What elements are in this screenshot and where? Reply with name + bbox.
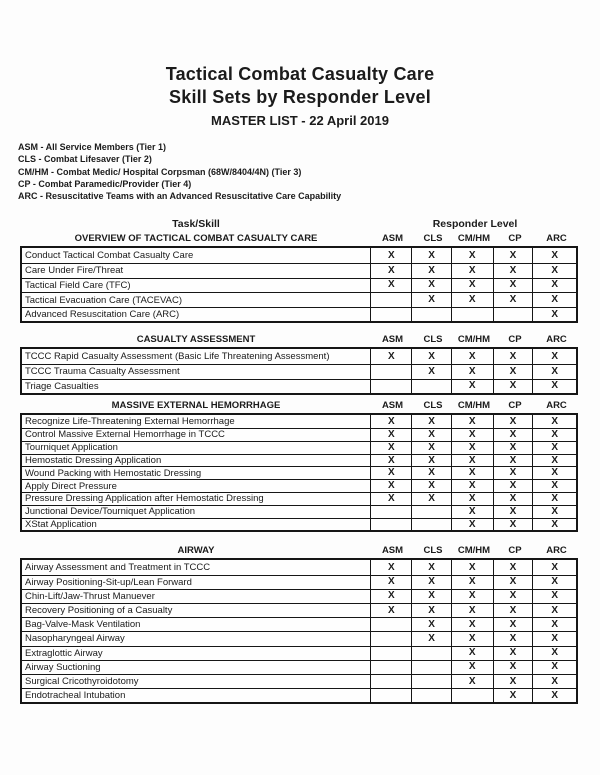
mark-cell-x: X: [551, 264, 558, 276]
task-cell: Chin-Lift/Jaw-Thrust Manuever: [22, 590, 371, 603]
mark-cell-x: X: [371, 415, 412, 428]
column-label-cls: CLS: [423, 233, 443, 245]
column-label-cmhm: CM/HM: [457, 545, 491, 557]
mark-cell-x: X: [452, 661, 494, 674]
column-label-cmhm: CM/HM: [457, 233, 491, 245]
mark-cell-x: X: [551, 294, 558, 306]
mark-cell-x: X: [551, 249, 558, 261]
mark-cell-empty: [371, 689, 412, 702]
mark-cell-x: X: [412, 467, 452, 479]
column-label-cp: CP: [508, 400, 522, 412]
title-block: [0, 0, 600, 129]
mark-cell-x: X: [452, 467, 494, 479]
task-cell: Surgical Cricothyroidotomy: [22, 675, 371, 688]
section-title: OVERVIEW OF TACTICAL COMBAT CASUALTY CARE: [74, 233, 318, 245]
mark-cell-empty: [412, 519, 452, 531]
mark-cell-x: X: [551, 467, 558, 479]
doc-title-line2: Skill Sets by Responder Level: [169, 87, 431, 107]
mark-cell-empty: [371, 661, 412, 674]
mark-cell-x: X: [452, 415, 494, 428]
legend-item-3: CP - Combat Paramedic/Provider (Tier 4): [18, 178, 192, 189]
task-cell: Airway Suctioning: [22, 661, 371, 674]
mark-cell-x: X: [452, 349, 494, 364]
legend-item-0: ASM - All Service Members (Tier 1): [18, 142, 167, 152]
mark-cell-x: X: [551, 675, 558, 687]
table-row: [22, 263, 576, 278]
table-row: [22, 674, 576, 688]
legend-item-2: CM/HM - Combat Medic/ Hospital Corpsman (68W/8404/4N) (Tier 3): [18, 166, 302, 177]
mark-cell-x: X: [494, 618, 534, 631]
mark-cell-x: X: [412, 293, 452, 307]
mark-cell-x: X: [494, 365, 534, 379]
mark-cell-x: X: [551, 441, 558, 453]
mark-cell-x: X: [412, 455, 452, 467]
column-label-asm: ASM: [381, 233, 404, 245]
mark-cell-x: X: [551, 380, 558, 392]
mark-cell-x: X: [494, 442, 534, 454]
column-label-asm: ASM: [381, 400, 404, 412]
mark-cell-empty: [371, 632, 412, 645]
mark-cell-x: X: [452, 279, 494, 293]
column-label-cp: CP: [508, 233, 522, 245]
mark-cell-x: X: [412, 365, 452, 379]
mark-cell-x: X: [452, 480, 494, 492]
column-label-cls: CLS: [423, 400, 443, 412]
mark-cell-x: X: [371, 560, 412, 574]
responder-legend: [18, 141, 600, 202]
mark-cell-empty: [412, 506, 452, 518]
mark-cell-x: X: [551, 590, 558, 602]
task-cell: Extraglottic Airway: [22, 647, 371, 660]
mark-cell-x: X: [452, 493, 494, 505]
mark-cell-x: X: [452, 365, 494, 379]
mark-cell-x: X: [452, 506, 494, 518]
mark-cell-x: X: [494, 293, 534, 307]
mark-cell-x: X: [371, 248, 412, 263]
task-cell: Recognize Life-Threatening External Hemorrhage: [22, 415, 371, 428]
task-cell: Conduct Tactical Combat Casualty Care: [22, 248, 371, 263]
mark-cell-x: X: [551, 647, 558, 659]
mark-cell-empty: [371, 293, 412, 307]
mark-cell-x: X: [371, 279, 412, 293]
task-cell: Hemostatic Dressing Application: [22, 455, 371, 467]
mark-cell-x: X: [371, 455, 412, 467]
mark-cell-x: X: [371, 576, 412, 589]
mark-cell-x: X: [551, 576, 558, 588]
mark-cell-empty: [412, 380, 452, 394]
mark-cell-x: X: [452, 675, 494, 688]
mark-cell-x: X: [494, 661, 534, 674]
table-row: [22, 349, 576, 364]
mark-cell-x: X: [452, 293, 494, 307]
task-cell: TCCC Trauma Casualty Assessment: [22, 365, 371, 379]
mark-cell-empty: [371, 675, 412, 688]
mark-cell-x: X: [452, 560, 494, 574]
task-cell: Triage Casualties: [22, 380, 371, 394]
task-cell: Recovery Positioning of a Casualty: [22, 604, 371, 617]
doc-title-line1: Tactical Combat Casualty Care: [165, 64, 435, 84]
mark-cell-x: X: [452, 264, 494, 278]
table-row: [22, 589, 576, 603]
task-cell: Wound Packing with Hemostatic Dressing: [22, 467, 371, 479]
task-cell: Junctional Device/Tourniquet Application: [22, 506, 371, 518]
task-skill-heading: Task/Skill: [172, 218, 220, 231]
mark-cell-x: X: [371, 604, 412, 617]
mark-cell-x: X: [494, 675, 534, 688]
mark-cell-x: X: [494, 632, 534, 645]
column-label-asm: ASM: [381, 334, 404, 346]
mark-cell-x: X: [412, 415, 452, 428]
task-cell: Tactical Field Care (TFC): [22, 279, 371, 293]
column-label-cp: CP: [508, 334, 522, 346]
table-row: [22, 631, 576, 645]
mark-cell-x: X: [551, 415, 558, 427]
mark-cell-x: X: [494, 264, 534, 278]
mark-cell-x: X: [494, 467, 534, 479]
mark-cell-x: X: [551, 454, 558, 466]
mark-cell-empty: [452, 689, 494, 702]
mark-cell-x: X: [494, 480, 534, 492]
mark-cell-x: X: [452, 455, 494, 467]
table-row: [22, 646, 576, 660]
mark-cell-empty: [371, 618, 412, 631]
table-row: [22, 660, 576, 674]
table-header-row: [20, 218, 578, 231]
mark-cell-x: X: [452, 442, 494, 454]
mark-cell-x: X: [412, 590, 452, 603]
column-label-arc: ARC: [546, 545, 567, 557]
mark-cell-empty: [371, 647, 412, 660]
mark-cell-empty: [412, 647, 452, 660]
mark-cell-x: X: [551, 365, 558, 377]
mark-cell-x: X: [412, 279, 452, 293]
mark-cell-x: X: [452, 632, 494, 645]
skill-grid: [20, 558, 578, 704]
column-label-cls: CLS: [423, 334, 443, 346]
table-row: [22, 492, 576, 505]
mark-cell-empty: [371, 519, 412, 531]
mark-cell-x: X: [452, 590, 494, 603]
table-row: [22, 688, 576, 702]
mark-cell-empty: [412, 308, 452, 322]
skill-section-1: [20, 334, 578, 395]
column-label-cmhm: CM/HM: [457, 334, 491, 346]
mark-cell-x: X: [452, 380, 494, 394]
doc-body: [20, 218, 578, 704]
skill-grid: [20, 347, 578, 395]
mark-cell-x: X: [551, 632, 558, 644]
mark-cell-empty: [371, 365, 412, 379]
mark-cell-x: X: [371, 480, 412, 492]
column-label-cmhm: CM/HM: [457, 400, 491, 412]
section-title: CASUALTY ASSESSMENT: [136, 334, 256, 346]
table-row: [22, 575, 576, 589]
mark-cell-x: X: [494, 493, 534, 505]
mark-cell-x: X: [412, 618, 452, 631]
table-row: [22, 364, 576, 379]
mark-cell-x: X: [412, 632, 452, 645]
section-header: [20, 233, 578, 245]
table-row: [22, 248, 576, 263]
table-row: [22, 307, 576, 322]
mark-cell-x: X: [551, 308, 558, 320]
table-row: [22, 292, 576, 307]
mark-cell-x: X: [551, 480, 558, 492]
mark-cell-x: X: [452, 429, 494, 441]
responder-level-heading: Responder Level: [432, 218, 518, 231]
table-row: [22, 560, 576, 574]
mark-cell-x: X: [371, 442, 412, 454]
doc-title-line3: MASTER LIST - 22 April 2019: [211, 113, 389, 128]
section-header: [20, 545, 578, 557]
mark-cell-x: X: [412, 576, 452, 589]
mark-cell-x: X: [412, 604, 452, 617]
table-row: [22, 617, 576, 631]
task-cell: Airway Assessment and Treatment in TCCC: [22, 560, 371, 574]
mark-cell-x: X: [551, 604, 558, 616]
column-label-arc: ARC: [546, 400, 567, 412]
mark-cell-x: X: [551, 689, 558, 701]
column-label-cp: CP: [508, 545, 522, 557]
mark-cell-x: X: [371, 467, 412, 479]
mark-cell-x: X: [494, 560, 534, 574]
mark-cell-x: X: [412, 248, 452, 263]
mark-cell-x: X: [494, 590, 534, 603]
mark-cell-x: X: [452, 519, 494, 531]
mark-cell-x: X: [412, 560, 452, 574]
task-cell: Tourniquet Application: [22, 442, 371, 454]
mark-cell-x: X: [371, 429, 412, 441]
mark-cell-x: X: [551, 561, 558, 573]
mark-cell-empty: [371, 506, 412, 518]
mark-cell-x: X: [494, 380, 534, 394]
mark-cell-x: X: [452, 576, 494, 589]
mark-cell-x: X: [412, 264, 452, 278]
table-row: [22, 415, 576, 428]
mark-cell-x: X: [551, 518, 558, 530]
section-title: AIRWAY: [177, 545, 215, 557]
mark-cell-x: X: [371, 590, 412, 603]
task-cell: Tactical Evacuation Care (TACEVAC): [22, 293, 371, 307]
section-title: MASSIVE EXTERNAL HEMORRHAGE: [111, 400, 281, 412]
column-label-arc: ARC: [546, 334, 567, 346]
mark-cell-empty: [412, 689, 452, 702]
mark-cell-empty: [412, 675, 452, 688]
table-row: [22, 441, 576, 454]
table-row: [22, 603, 576, 617]
mark-cell-x: X: [494, 689, 534, 702]
table-row: [22, 428, 576, 441]
mark-cell-x: X: [371, 493, 412, 505]
skill-grid: [20, 413, 578, 532]
task-cell: Pressure Dressing Application after Hemostatic Dressing: [22, 493, 371, 505]
skill-grid: [20, 246, 578, 323]
mark-cell-x: X: [494, 279, 534, 293]
task-cell: Airway Positioning-Sit-up/Lean Forward: [22, 576, 371, 589]
skill-tables: [20, 233, 578, 704]
task-cell: Endotracheal Intubation: [22, 689, 371, 702]
table-row: [22, 454, 576, 467]
mark-cell-x: X: [551, 279, 558, 291]
task-cell: Apply Direct Pressure: [22, 480, 371, 492]
mark-cell-x: X: [494, 349, 534, 364]
legend-item-1: CLS - Combat Lifesaver (Tier 2): [18, 154, 152, 165]
mark-cell-x: X: [412, 442, 452, 454]
section-header: [20, 400, 578, 412]
task-cell: Bag-Valve-Mask Ventilation: [22, 618, 371, 631]
task-cell: Nasopharyngeal Airway: [22, 632, 371, 645]
mark-cell-x: X: [371, 349, 412, 364]
mark-cell-empty: [452, 308, 494, 322]
table-row: [22, 518, 576, 531]
table-row: [22, 466, 576, 479]
mark-cell-x: X: [494, 455, 534, 467]
mark-cell-x: X: [551, 505, 558, 517]
mark-cell-x: X: [551, 492, 558, 504]
mark-cell-x: X: [494, 429, 534, 441]
mark-cell-x: X: [494, 248, 534, 263]
mark-cell-x: X: [494, 576, 534, 589]
task-cell: Advanced Resuscitation Care (ARC): [22, 308, 371, 322]
legend-item-4: ARC - Resuscitative Teams with an Advanced Resuscitative Care Capability: [18, 191, 342, 202]
mark-cell-x: X: [494, 647, 534, 660]
skill-section-3: [20, 545, 578, 704]
mark-cell-x: X: [412, 429, 452, 441]
mark-cell-x: X: [494, 506, 534, 518]
mark-cell-x: X: [551, 618, 558, 630]
skill-section-2: [20, 400, 578, 532]
table-row: [22, 379, 576, 394]
mark-cell-x: X: [551, 350, 558, 362]
mark-cell-x: X: [494, 604, 534, 617]
table-row: [22, 479, 576, 492]
column-label-asm: ASM: [381, 545, 404, 557]
task-cell: TCCC Rapid Casualty Assessment (Basic Life Threatening Assessment): [22, 349, 371, 364]
mark-cell-x: X: [494, 519, 534, 531]
task-cell: Care Under Fire/Threat: [22, 264, 371, 278]
mark-cell-x: X: [412, 480, 452, 492]
mark-cell-x: X: [412, 493, 452, 505]
section-header: [20, 334, 578, 346]
mark-cell-empty: [371, 380, 412, 394]
mark-cell-x: X: [551, 661, 558, 673]
mark-cell-empty: [412, 661, 452, 674]
column-label-cls: CLS: [423, 545, 443, 557]
task-cell: Control Massive External Hemorrhage in TCCC: [22, 429, 371, 441]
mark-cell-x: X: [452, 604, 494, 617]
mark-cell-x: X: [371, 264, 412, 278]
table-row: [22, 505, 576, 518]
table-row: [22, 278, 576, 293]
mark-cell-x: X: [452, 647, 494, 660]
mark-cell-x: X: [494, 415, 534, 428]
mark-cell-empty: [494, 308, 534, 322]
mark-cell-empty: [371, 308, 412, 322]
mark-cell-x: X: [412, 349, 452, 364]
mark-cell-x: X: [452, 618, 494, 631]
skill-section-0: [20, 233, 578, 323]
mark-cell-x: X: [551, 428, 558, 440]
mark-cell-x: X: [452, 248, 494, 263]
column-label-arc: ARC: [546, 233, 567, 245]
task-cell: XStat Application: [22, 519, 371, 531]
